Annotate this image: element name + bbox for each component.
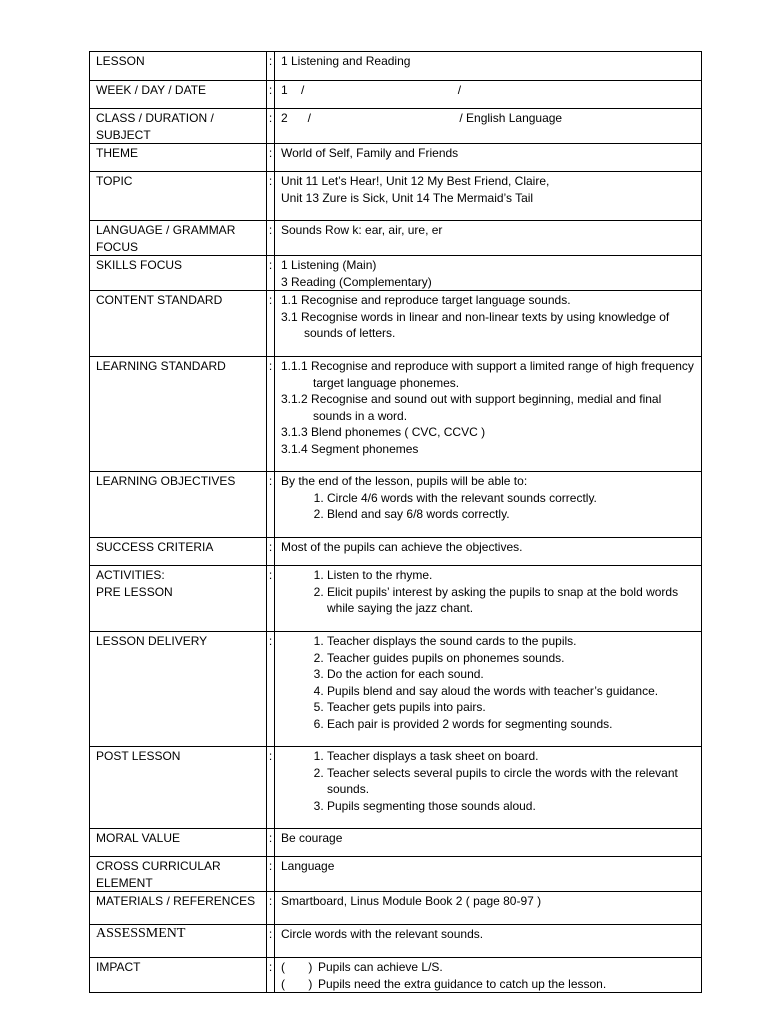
content-standard-item: 3.1 Recognise words in linear and non-linear texts by using knowledge of sounds of letters. xyxy=(281,309,670,340)
value-cross-curricular: Language xyxy=(275,857,702,892)
colon: : xyxy=(267,256,275,291)
colon: : xyxy=(267,52,275,81)
value-assessment: Circle words with the relevant sounds. xyxy=(275,925,702,958)
list-item: 3. Pupils segmenting those sounds aloud. xyxy=(327,798,695,815)
colon: : xyxy=(267,538,275,566)
row-learning-objectives xyxy=(90,472,702,538)
label-theme: THEME xyxy=(90,144,267,172)
impact-item xyxy=(281,976,695,993)
value-theme: World of Self, Family and Friends xyxy=(275,144,702,172)
class-number: 2 / xyxy=(281,111,312,125)
list-item: 5. Teacher gets pupils into pairs. xyxy=(327,699,695,716)
row-assessment xyxy=(90,925,702,958)
label-learning-objectives: LEARNING OBJECTIVES xyxy=(90,472,267,538)
impact-checkbox[interactable]: ( ) xyxy=(281,960,313,974)
value-skills xyxy=(275,256,702,291)
week-number: 1 / xyxy=(281,83,305,97)
row-cross-curricular xyxy=(90,857,702,892)
row-lesson xyxy=(90,52,702,81)
row-materials xyxy=(90,892,702,925)
post-lesson-list xyxy=(281,748,695,814)
impact-text: Pupils need the extra guidance to catch up the lesson. xyxy=(318,976,607,991)
value-lesson: 1 Listening and Reading xyxy=(275,52,702,81)
list-item: 2. Teacher guides pupils on phonemes sounds. xyxy=(327,650,695,667)
list-item: 2. Blend and say 6/8 words correctly. xyxy=(327,506,695,523)
label-post-lesson: POST LESSON xyxy=(90,747,267,829)
impact-checkbox[interactable]: ( ) xyxy=(281,976,313,991)
row-impact xyxy=(90,958,702,993)
class-subject: / English Language xyxy=(459,111,563,125)
impact-text: Pupils can achieve L/S. xyxy=(318,960,443,974)
lesson-delivery-list xyxy=(281,633,695,732)
list-item: 3. Do the action for each sound. xyxy=(327,666,695,683)
value-pre-lesson xyxy=(275,566,702,632)
value-learning-standard xyxy=(275,357,702,472)
label-content-standard: CONTENT STANDARD xyxy=(90,291,267,357)
list-item: 6. Each pair is provided 2 words for segmenting sounds. xyxy=(327,716,695,733)
value-language: Sounds Row k: ear, air, ure, er xyxy=(275,221,702,256)
label-week: WEEK / DAY / DATE xyxy=(90,81,267,109)
skills-line-1: 1 Listening (Main) xyxy=(281,258,377,272)
objectives-intro: By the end of the lesson, pupils will be able to: xyxy=(281,474,528,488)
learning-standard-item: 3.1.2 Recognise and sound out with support beginning, medial and final sounds in a word. xyxy=(281,392,662,423)
colon: : xyxy=(267,925,275,958)
row-week xyxy=(90,81,702,109)
row-lesson-delivery xyxy=(90,632,702,747)
colon: : xyxy=(267,958,275,993)
colon: : xyxy=(267,747,275,829)
impact-item xyxy=(281,959,695,976)
colon: : xyxy=(267,566,275,632)
list-item: 2. Elicit pupils’ interest by asking the pupils to snap at the bold words while saying the jazz chant. xyxy=(327,584,695,617)
colon: : xyxy=(267,472,275,538)
value-success-criteria: Most of the pupils can achieve the objectives. xyxy=(275,538,702,566)
learning-standard-item: 3.1.4 Segment phonemes xyxy=(281,441,419,456)
label-class: CLASS / DURATION / SUBJECT xyxy=(90,109,267,144)
label-impact: IMPACT xyxy=(90,958,267,993)
value-week xyxy=(275,81,702,109)
value-topic xyxy=(275,172,702,221)
colon: : xyxy=(267,221,275,256)
label-assessment: ASSESSMENT xyxy=(90,925,267,958)
content-standard-item: 1.1 Recognise and reproduce target language sounds. xyxy=(281,293,571,307)
row-theme xyxy=(90,144,702,172)
label-lesson-delivery: LESSON DELIVERY xyxy=(90,632,267,747)
value-learning-objectives xyxy=(275,472,702,538)
row-learning-standard xyxy=(90,357,702,472)
colon: : xyxy=(267,829,275,857)
value-impact xyxy=(275,958,702,993)
label-skills: SKILLS FOCUS xyxy=(90,256,267,291)
value-lesson-delivery xyxy=(275,632,702,747)
colon: : xyxy=(267,632,275,747)
row-post-lesson xyxy=(90,747,702,829)
colon: : xyxy=(267,81,275,109)
row-topic xyxy=(90,172,702,221)
list-item: 1. Listen to the rhyme. xyxy=(327,567,695,584)
colon: : xyxy=(267,291,275,357)
topic-line-1: Unit 11 Let’s Hear!, Unit 12 My Best Friend, Claire, xyxy=(281,174,550,188)
list-item: 1. Teacher displays the sound cards to the pupils. xyxy=(327,633,695,650)
colon: : xyxy=(267,857,275,892)
label-lesson: LESSON xyxy=(90,52,267,81)
value-class xyxy=(275,109,702,144)
label-success-criteria: SUCCESS CRITERIA xyxy=(90,538,267,566)
row-language xyxy=(90,221,702,256)
row-skills xyxy=(90,256,702,291)
value-post-lesson xyxy=(275,747,702,829)
skills-line-2: 3 Reading (Complementary) xyxy=(281,274,432,289)
row-class xyxy=(90,109,702,144)
label-language: LANGUAGE / GRAMMAR FOCUS xyxy=(90,221,267,256)
topic-line-2: Unit 13 Zure is Sick, Unit 14 The Mermaid’s Tail xyxy=(281,190,534,205)
label-learning-standard: LEARNING STANDARD xyxy=(90,357,267,472)
week-date-separator: / xyxy=(457,83,462,97)
value-materials: Smartboard, Linus Module Book 2 ( page 80-97 ) xyxy=(275,892,702,925)
lesson-plan-table xyxy=(89,51,702,993)
learning-standard-item: 1.1.1 Recognise and reproduce with support a limited range of high frequency target language phonemes. xyxy=(281,359,694,390)
colon: : xyxy=(267,172,275,221)
label-pre-lesson: PRE LESSON xyxy=(96,584,173,599)
label-topic: TOPIC xyxy=(90,172,267,221)
objectives-list xyxy=(281,490,695,523)
colon: : xyxy=(267,892,275,925)
list-item: 1. Teacher displays a task sheet on board. xyxy=(327,748,695,765)
list-item: 4. Pupils blend and say aloud the words with teacher’s guidance. xyxy=(327,683,695,700)
row-success-criteria xyxy=(90,538,702,566)
list-item: 2. Teacher selects several pupils to circle the words with the relevant sounds. xyxy=(327,765,695,798)
row-activities xyxy=(90,566,702,632)
row-content-standard xyxy=(90,291,702,357)
label-activities-line: ACTIVITIES: xyxy=(96,568,165,582)
label-activities xyxy=(90,566,267,632)
label-cross-curricular: CROSS CURRICULAR ELEMENT xyxy=(90,857,267,892)
colon: : xyxy=(267,109,275,144)
list-item: 1. Circle 4/6 words with the relevant sounds correctly. xyxy=(327,490,695,507)
value-moral-value: Be courage xyxy=(275,829,702,857)
pre-lesson-list xyxy=(281,567,695,617)
label-moral-value: MORAL VALUE xyxy=(90,829,267,857)
colon: : xyxy=(267,144,275,172)
value-content-standard xyxy=(275,291,702,357)
row-moral-value xyxy=(90,829,702,857)
colon: : xyxy=(267,357,275,472)
label-materials: MATERIALS / REFERENCES xyxy=(90,892,267,925)
learning-standard-item: 3.1.3 Blend phonemes ( CVC, CCVC ) xyxy=(281,425,486,439)
